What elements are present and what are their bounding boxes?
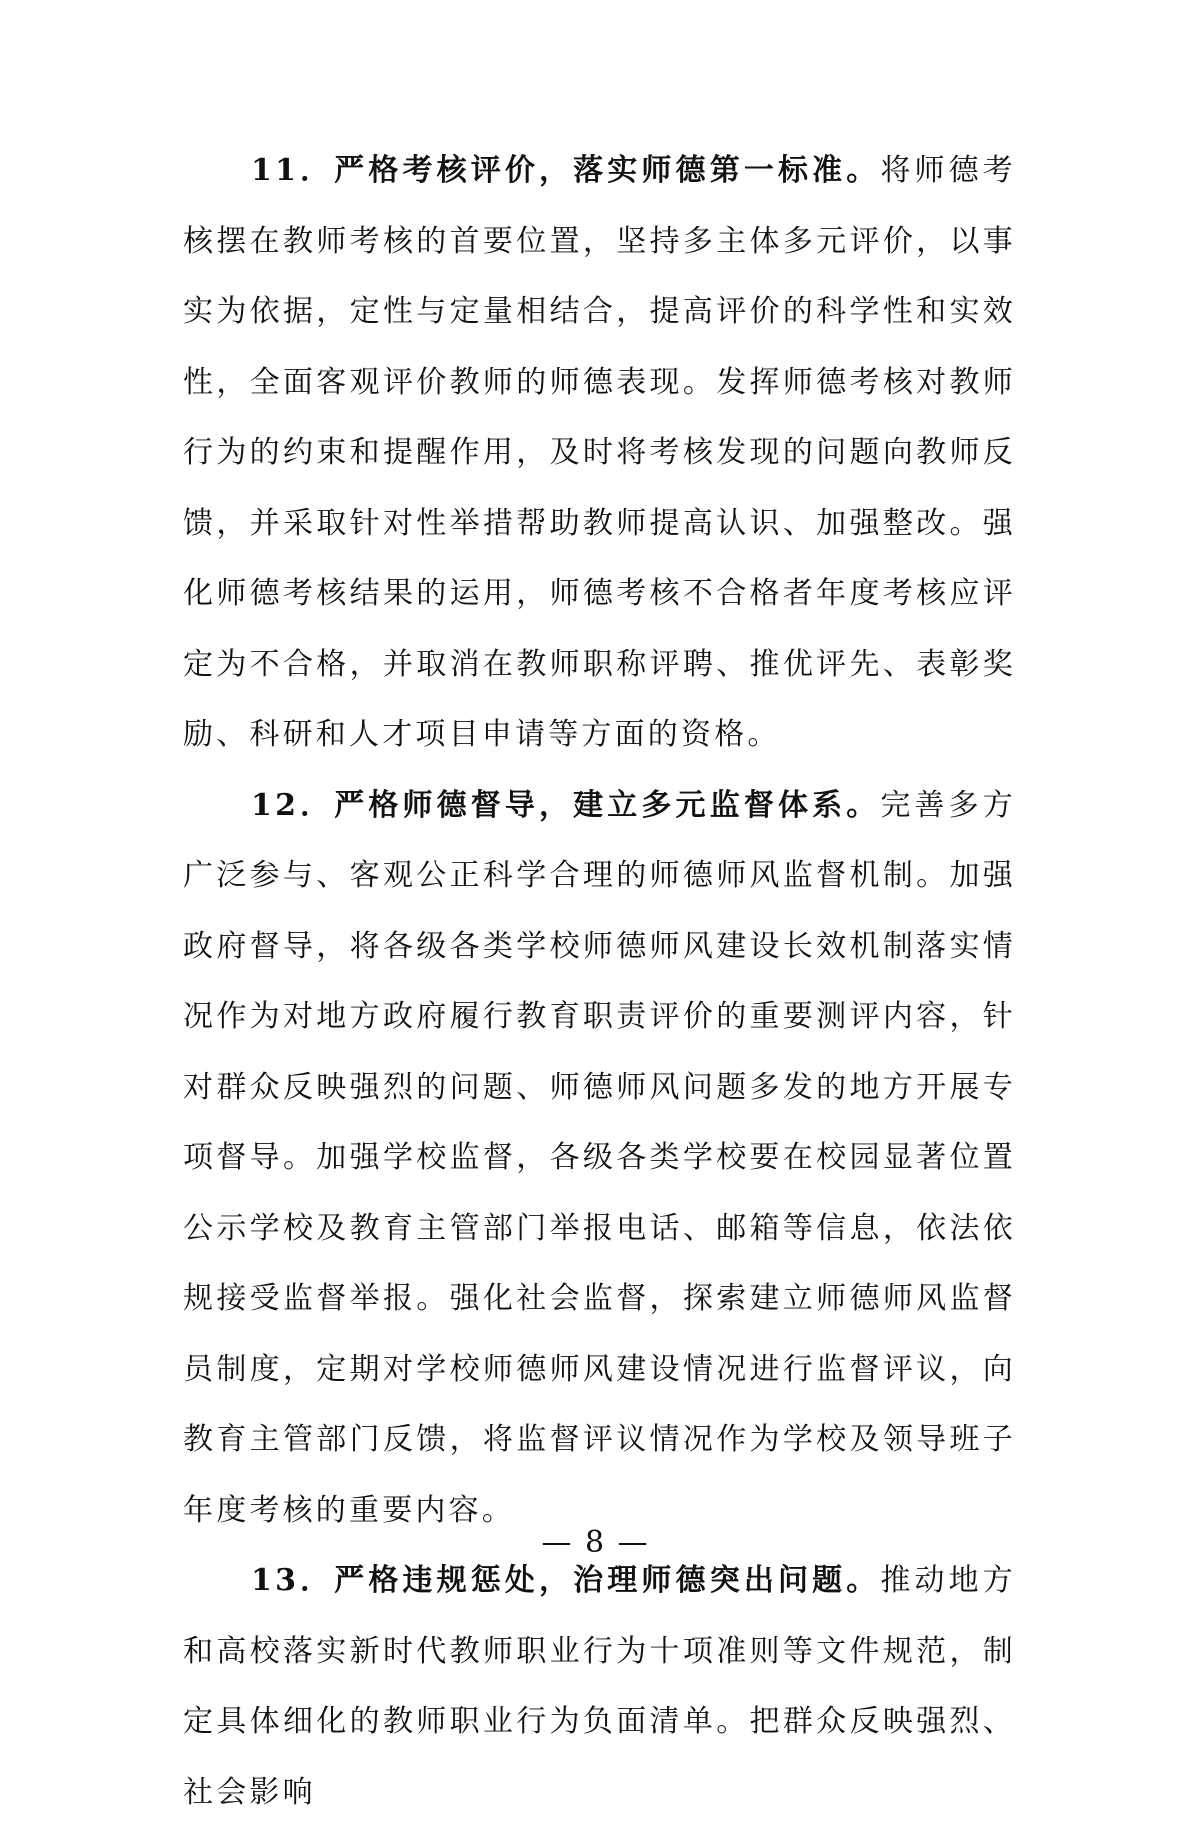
paragraph-body: 推动地方和高校落实新时代教师职业行为十项准则等文件规范，制定具体细化的教师职业行为负面清单。把群众反映强烈、社会影响	[183, 1563, 1016, 1810]
body-text	[183, 136, 1016, 1828]
paragraph-13	[183, 1546, 1016, 1828]
paragraph-body: 完善多方广泛参与、客观公正科学合理的师德师风监督机制。加强政府督导，将各级各类学校师德师风建设长效机制落实情况作为对地方政府履行教育职责评价的重要测评内容，针对群众反映强烈的问题、师德师风问题多发的地方开展专项督导。加强学校监督，各级各类学校要在校园显著位置公示学校及教育主管部门举报电话、邮箱等信息，依法依规接受监督举报。强化社会监督，探索建立师德师风监督员制度，定期对学校师德师风建设情况进行监督评议，向教育主管部门反馈，将监督评议情况作为学校及领导班子年度考核的重要内容。	[183, 787, 1016, 1528]
paragraph-heading: 13．严格违规惩处，治理师德突出问题。	[251, 1563, 881, 1598]
paragraph-body: 将师德考核摆在教师考核的首要位置，坚持多主体多元评价，以事实为依据，定性与定量相结合，提高评价的科学性和实效性，全面客观评价教师的师德表现。发挥师德考核对教师行为的约束和提醒作用，及时将考核发现的问题向教师反馈，并采取针对性举措帮助教师提高认识、加强整改。强化师德考核结果的运用，师德考核不合格者年度考核应评定为不合格，并取消在教师职称评聘、推优评先、表彰奖励、科研和人才项目申请等方面的资格。	[183, 153, 1016, 752]
paragraph-11	[183, 136, 1016, 771]
paragraph-heading: 12．严格师德督导，建立多元监督体系。	[251, 787, 881, 823]
paragraph-12	[183, 771, 1016, 1547]
page-number: — 8 —	[541, 1525, 650, 1560]
paragraph-heading: 11．严格考核评价，落实师德第一标准。	[251, 153, 881, 188]
